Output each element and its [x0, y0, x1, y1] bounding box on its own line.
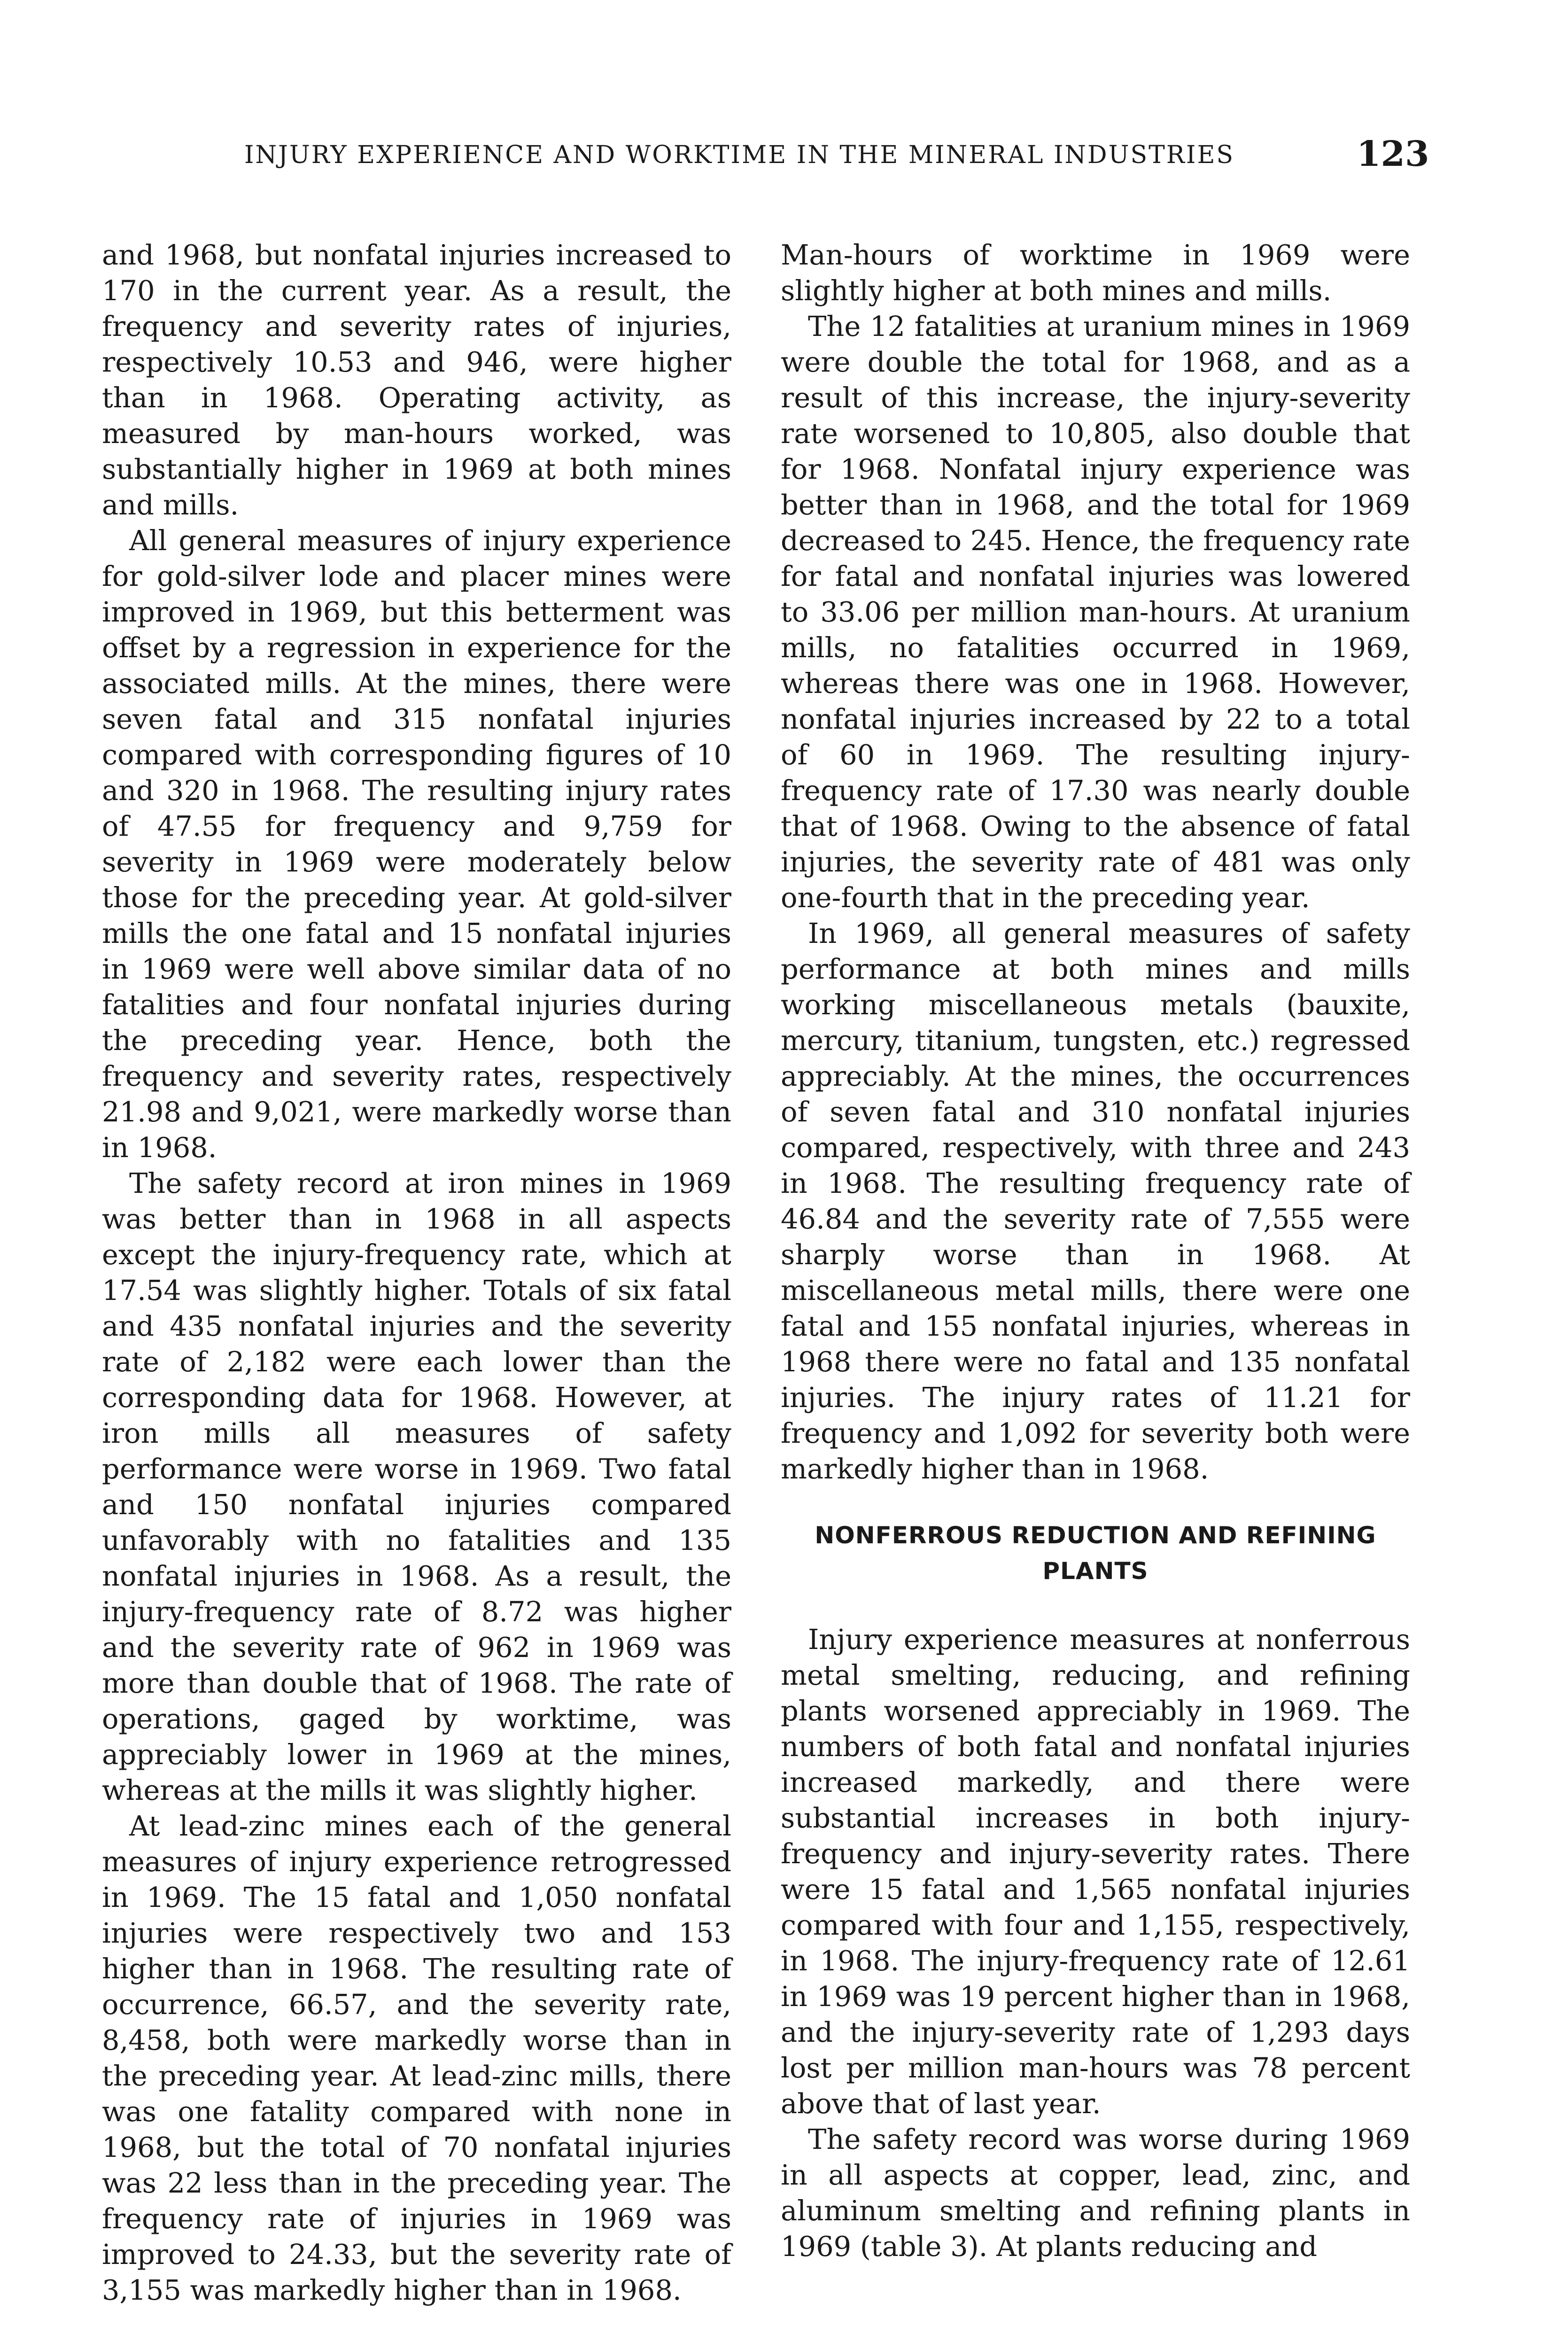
section-heading: NONFERROUS REDUCTION AND REFINING PLANTS — [815, 1522, 1376, 1585]
paragraph: and 1968, but nonfatal injuries increased to 170 in the current year. As a result, the frequency and severity rates of injuries, respectively 10.53 and 946, were higher than in 1968. Operating activity, as measured by man-hours worked, was substantially higher in 1969 at both mines and mills. — [102, 239, 731, 521]
page-number: 123 — [1357, 134, 1429, 174]
paragraph: The 12 fatalities at uranium mines in 1969 were double the total for 1968, and as a result of this increase, the injury-severity rate worsened to 10,805, also double that for 1968. Nonfatal injury experience was better than in 1968, and the total for 1969 decreased to 245. Hence, the frequency rate for fatal and nonfatal injuries was lowered to 33.06 per million man-hours. At uranium mills, no fatalities occurred in 1969, whereas there was one in 1968. However, nonfatal injuries increased by 22 to a total of 60 in 1969. The resulting injury-frequency rate of 17.30 was nearly double that of 1968. Owing to the absence of fatal injuries, the severity rate of 481 was only one-fourth that in the preceding year. — [781, 310, 1410, 914]
right-column — [781, 237, 1410, 2264]
paragraph: The safety record was worse during 1969 in all aspects at copper, lead, zinc, and aluminum smelting and refining plants in 1969 (table 3). At plants reducing and — [781, 2123, 1410, 2263]
paragraph: All general measures of injury experience for gold-silver lode and placer mines were improved in 1969, but this betterment was offset by a regression in experience for the associated mills. At the mines, there were seven fatal and 315 nonfatal injuries compared with corresponding figures of 10 and 320 in 1968. The resulting injury rates of 47.55 for frequency and 9,759 for severity in 1969 were moderately below those for the preceding year. At gold-silver mills the one fatal and 15 nonfatal injuries in 1969 were well above similar data of no fatalities and four nonfatal injuries during the preceding year. Hence, both the frequency and severity rates, respectively 21.98 and 9,021, were markedly worse than in 1968. — [102, 524, 731, 1164]
paragraph: The safety record at iron mines in 1969 was better than in 1968 in all aspects except the injury-frequency rate, which at 17.54 was slightly higher. Totals of six fatal and 435 nonfatal injuries and the severity rate of 2,182 were each lower than the corresponding data for 1968. However, at iron mills all measures of safety performance were worse in 1969. Two fatal and 150 nonfatal injuries compared unfavorably with no fatalities and 135 nonfatal injuries in 1968. As a result, the injury-frequency rate of 8.72 was higher and the severity rate of 962 in 1969 was more than double that of 1968. The rate of operations, gaged by worktime, was appreciably lower in 1969 at the mines, whereas at the mills it was slightly higher. — [102, 1167, 731, 1806]
paragraph: Injury experience measures at nonferrous metal smelting, reducing, and refining plants worsened appreciably in 1969. The numbers of both fatal and nonfatal injuries increased markedly, and there were substantial increases in both injury-frequency and injury-severity rates. There were 15 fatal and 1,565 nonfatal injuries compared with four and 1,155, respectively, in 1968. The injury-frequency rate of 12.61 in 1969 was 19 percent higher than in 1968, and the injury-severity rate of 1,293 days lost per million man-hours was 78 percent above that of last year. — [781, 1623, 1410, 2120]
paragraph: Man-hours of worktime in 1969 were slightly higher at both mines and mills. — [781, 239, 1410, 307]
paragraph: In 1969, all general measures of safety performance at both mines and mills working miscellaneous metals (bauxite, mercury, titanium, tungsten, etc.) regressed appreciably. At the mines, the occurrences of seven fatal and 310 nonfatal injuries compared, respectively, with three and 243 in 1968. The resulting frequency rate of 46.84 and the severity rate of 7,555 were sharply worse than in 1968. At miscellaneous metal mills, there were one fatal and 155 nonfatal injuries, whereas in 1968 there were no fatal and 135 nonfatal injuries. The injury rates of 11.21 for frequency and 1,092 for severity both were markedly higher than in 1968. — [781, 917, 1410, 1485]
left-column — [102, 237, 731, 2308]
paragraph: At lead-zinc mines each of the general measures of injury experience retrogressed in 1969. The 15 fatal and 1,050 nonfatal injuries were respectively two and 153 higher than in 1968. The resulting rate of occurrence, 66.57, and the severity rate, 8,458, both were markedly worse than in the preceding year. At lead-zinc mills, there was one fatality compared with none in 1968, but the total of 70 nonfatal injuries was 22 less than in the preceding year. The frequency rate of injuries in 1969 was improved to 24.33, but the severity rate of 3,155 was markedly higher than in 1968. — [102, 1810, 731, 2306]
running-head: INJURY EXPERIENCE AND WORKTIME IN THE MINERAL INDUSTRIES — [244, 141, 1235, 169]
